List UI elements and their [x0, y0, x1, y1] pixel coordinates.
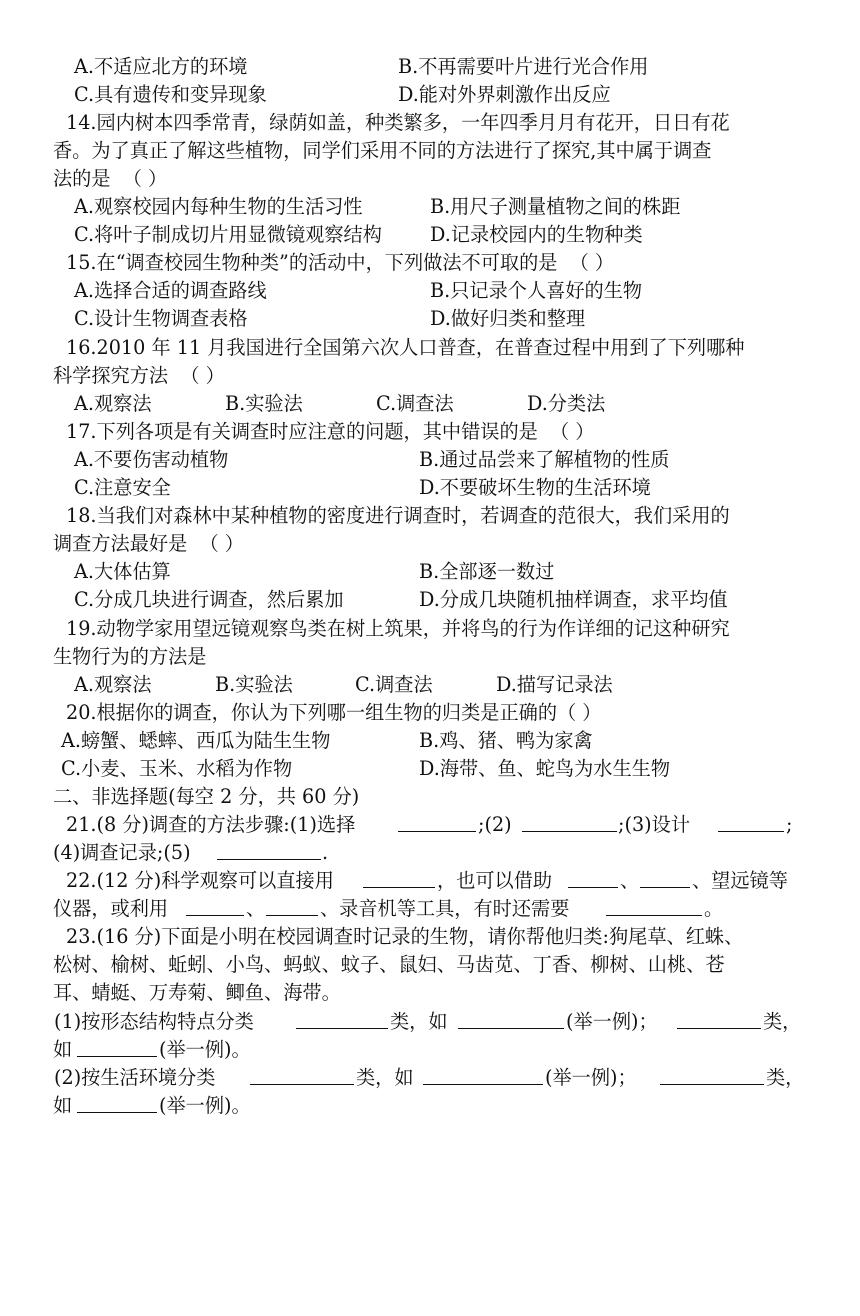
q16-stem-line-2	[0, 362, 225, 390]
q20-stem-text: 20.根据你的调查，你认为下列哪一组生物的归类是正确的（ ）	[66, 701, 602, 724]
q18-stem-line-1	[0, 502, 730, 530]
q23-text-2: 松树、榆树、蚯蚓、小鸟、蚂蚁、蚊子、鼠妇、马齿苋、丁香、柳树、山桃、苍	[53, 953, 725, 976]
q21-blank-1[interactable]	[398, 811, 476, 832]
q17-option-d: D.不要破坏生物的生活环境	[419, 476, 651, 499]
q21-text-1: 21.(8 分)调查的方法步骤:(1)选择	[66, 813, 356, 836]
q23-sub1-blank-4[interactable]	[77, 1036, 157, 1057]
q17-stem-text: 17.下列各项是有关调查时应注意的问题，其中错误的是 （ ）	[66, 420, 595, 443]
q15-stem-text: 15.在“调查校园生物种类”的活动中，下列做法不可取的是 （ ）	[66, 251, 615, 274]
q15-stem-line	[0, 249, 615, 277]
q17-option-b: B.通过品尝来了解植物的性质	[419, 448, 670, 471]
q18-stem-line-2	[0, 530, 244, 558]
q14-stem-line-2	[0, 137, 712, 165]
q19-option-d: D.描写记录法	[496, 673, 613, 696]
q23-sub1-blank-2[interactable]	[458, 1008, 564, 1029]
q19-stem-line-1	[0, 615, 730, 643]
q18-stem-text-1: 18.当我们对森林中某种植物的密度进行调查时，若调查的范很大，我们采用的	[66, 504, 730, 527]
q22-text-8: 。	[704, 897, 724, 920]
q16-stem-text-2: 科学探究方法 （ ）	[53, 364, 225, 387]
q13-option-c: C.具有遗传和变异现象	[74, 83, 267, 106]
q14-options-row-1	[0, 193, 681, 221]
q18-options-row-1	[0, 558, 555, 586]
q20-option-a: A.螃蟹、蟋蟀、西瓜为陆生生物	[61, 729, 331, 752]
q14-option-d: D.记录校园内的生物种类	[430, 223, 643, 246]
q15-options-row-2	[0, 305, 586, 333]
q19-option-c: C.调查法	[355, 673, 433, 696]
q13-option-b: B.不再需要叶片进行光合作用	[398, 55, 649, 78]
q20-options-row-1	[0, 727, 593, 755]
q15-option-d: D.做好归类和整理	[430, 307, 586, 330]
q21-blank-2[interactable]	[522, 811, 617, 832]
q22-blank-1[interactable]	[363, 867, 435, 888]
q17-options-row-1	[0, 446, 670, 474]
q16-option-a: A.观察法	[74, 392, 152, 415]
q16-option-b: B.实验法	[225, 392, 303, 415]
q22-text-1: 22.(12 分)科学观察可以直接用	[66, 869, 334, 892]
q23-text-3: 耳、蜻蜓、万寿菊、鲫鱼、海带。	[53, 981, 341, 1004]
q18-option-b: B.全部逐一数过	[419, 560, 555, 583]
q13-options-row-1	[0, 53, 649, 81]
q23-sub2-blank-3[interactable]	[660, 1064, 764, 1085]
q22-text-5: 仪器，或利用	[53, 897, 169, 920]
q23-sub1-text-1: (1)按形态结构特点分类	[54, 1010, 254, 1033]
q23-sub2-text-1: (2)按生活环境分类	[54, 1066, 216, 1089]
q23-sub2-line-2	[0, 1092, 251, 1120]
q13-options-row-2	[0, 81, 611, 109]
q16-option-d: D.分类法	[527, 392, 606, 415]
q23-text-1: 23.(16 分)下面是小明在校园调查时记录的生物，请你帮他归类:狗尾草、红蛛、	[66, 925, 744, 948]
q23-sub2-text-6: (举一例)。	[159, 1094, 251, 1117]
q14-option-b: B.用尺子测量植物之间的株距	[430, 195, 681, 218]
q18-stem-text-2: 调查方法最好是 （ ）	[53, 532, 244, 555]
q22-blank-2[interactable]	[568, 867, 618, 888]
q19-option-a: A.观察法	[74, 673, 152, 696]
q19-stem-text-1: 19.动物学家用望远镜观察鸟类在树上筑果，并将鸟的行为作详细的记这种研究	[66, 617, 730, 640]
q20-options-row-2	[0, 755, 671, 783]
q23-sub2-text-4: 类，	[766, 1066, 805, 1089]
q21-line-1	[0, 811, 793, 839]
q21-line-2	[0, 839, 329, 867]
q22-text-7: 、录音机等工具，有时还需要	[320, 897, 570, 920]
q23-sub2-blank-1[interactable]	[250, 1064, 354, 1085]
q18-options-row-2	[0, 586, 728, 614]
q21-text-3: ;(3)设计	[618, 813, 691, 836]
q23-line-3	[0, 979, 341, 1007]
q19-stem-line-2	[0, 643, 207, 671]
q14-stem-text-1: 14.园内树本四季常青，绿荫如盖，种类繁多，一年四季月月有花开，日日有花	[66, 111, 730, 134]
q18-option-c: C.分成几块进行调查，然后累加	[74, 588, 344, 611]
q23-sub1-text-4: 类，	[763, 1010, 802, 1033]
q22-text-4: 、望远镜等	[692, 869, 788, 892]
q23-sub1-text-2: 类，如	[390, 1010, 448, 1033]
q23-sub2-text-5: 如	[53, 1094, 73, 1117]
q16-option-c: C.调查法	[376, 392, 454, 415]
q19-options-row	[0, 671, 613, 699]
q14-stem-line-3	[0, 165, 168, 193]
q23-sub2-text-2: 类，如	[356, 1066, 414, 1089]
q14-option-c: C.将叶子制成切片用显微镜观察结构	[74, 223, 382, 246]
q23-sub2-text-3: (举一例)；	[545, 1066, 637, 1089]
q13-option-a: A.不适应北方的环境	[74, 55, 248, 78]
q22-text-3: 、	[620, 869, 640, 892]
q21-text-6: .	[322, 841, 329, 864]
q23-sub1-text-6: (举一例)。	[159, 1038, 251, 1061]
q22-line-1	[0, 867, 788, 895]
q18-option-d: D.分成几块随机抽样调查，求平均值	[419, 588, 728, 611]
q22-blank-4[interactable]	[186, 895, 244, 916]
q14-options-row-2	[0, 221, 643, 249]
q16-options-row	[0, 390, 606, 418]
q20-option-d: D.海带、鱼、蛇鸟为水生生物	[419, 757, 671, 780]
q13-option-d: D.能对外界刺激作出反应	[398, 83, 611, 106]
q23-sub1-line-2	[0, 1036, 251, 1064]
q23-sub2-blank-4[interactable]	[77, 1092, 157, 1113]
q16-stem-line-1	[0, 334, 745, 362]
q23-sub1-blank-1[interactable]	[296, 1008, 388, 1029]
q15-option-a: A.选择合适的调查路线	[74, 279, 267, 302]
q21-text-2: ;(2)	[478, 813, 512, 836]
q17-option-c: C.注意安全	[74, 476, 171, 499]
section-heading-text: 二、非选择题(每空 2 分，共 60 分)	[53, 785, 360, 808]
q21-text-4: ;	[786, 813, 793, 836]
q18-option-a: A.大体估算	[74, 560, 171, 583]
q22-line-2	[0, 895, 724, 923]
q17-options-row-2	[0, 474, 651, 502]
q22-blank-5[interactable]	[266, 895, 318, 916]
q23-sub2-blank-2[interactable]	[423, 1064, 543, 1085]
q23-sub1-line-1	[0, 1008, 802, 1036]
section-heading	[0, 783, 360, 811]
q22-blank-3[interactable]	[640, 867, 690, 888]
q14-stem-text-2: 香。为了真正了解这些植物，同学们采用不同的方法进行了探究,其中属于调查	[53, 139, 712, 162]
q22-text-2: ，也可以借助	[437, 869, 553, 892]
q23-sub1-text-3: (举一例)；	[566, 1010, 658, 1033]
q17-option-a: A.不要伤害动植物	[74, 448, 229, 471]
q21-blank-4[interactable]	[217, 839, 321, 860]
q15-option-b: B.只记录个人喜好的生物	[430, 279, 643, 302]
q20-option-c: C.小麦、玉米、水稻为作物	[61, 757, 293, 780]
q22-blank-6[interactable]	[606, 895, 702, 916]
q19-option-b: B.实验法	[215, 673, 293, 696]
q21-text-5: (4)调查记录;(5)	[53, 841, 191, 864]
q14-stem-line-1	[0, 109, 730, 137]
q15-options-row-1	[0, 277, 643, 305]
q19-stem-text-2: 生物行为的方法是	[53, 645, 207, 668]
q20-stem-line	[0, 699, 602, 727]
q23-line-1	[0, 923, 744, 951]
q22-text-6: 、	[246, 897, 266, 920]
q20-option-b: B.鸡、猪、鸭为家禽	[419, 729, 593, 752]
q16-stem-text-1: 16.2010 年 11 月我国进行全国第六次人口普查，在普查过程中用到了下列哪种	[66, 336, 745, 359]
q23-line-2	[0, 951, 725, 979]
q17-stem-line	[0, 418, 595, 446]
q23-sub1-blank-3[interactable]	[677, 1008, 761, 1029]
q23-sub1-text-5: 如	[53, 1038, 73, 1061]
q14-option-a: A.观察校园内每种生物的生活习性	[74, 195, 363, 218]
q15-option-c: C.设计生物调查表格	[74, 307, 248, 330]
q14-stem-text-3: 法的是 （ ）	[53, 167, 168, 190]
q23-sub2-line-1	[0, 1064, 805, 1092]
q21-blank-3[interactable]	[718, 811, 784, 832]
